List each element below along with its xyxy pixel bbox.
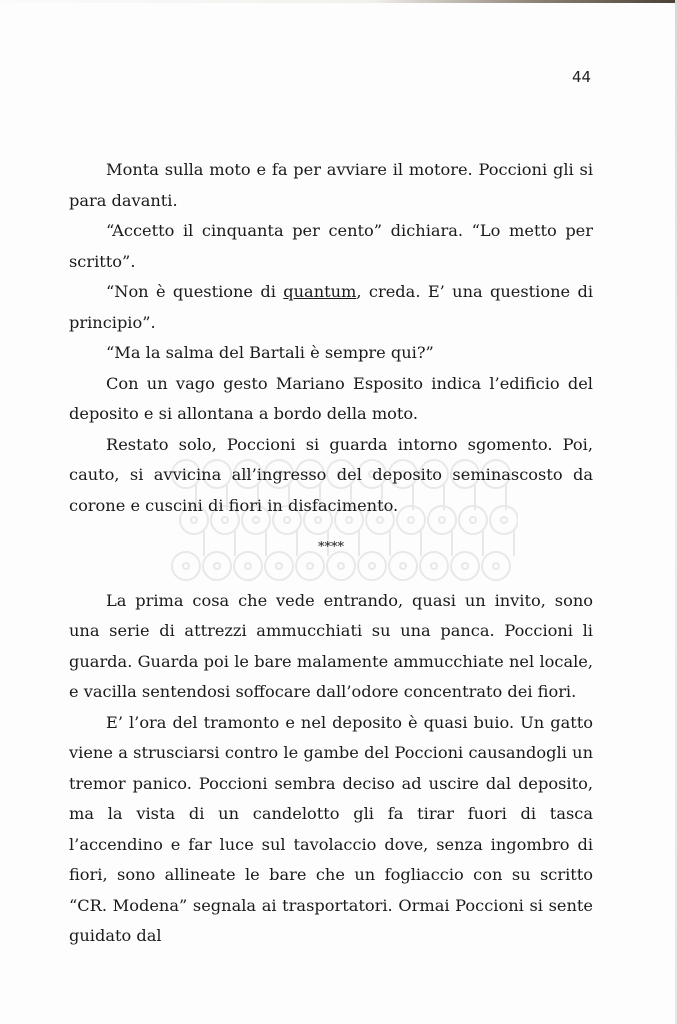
paragraph: Restato solo, Poccioni si guarda intorno sgomento. Poi, cauto, si avvicina all’ingresso del deposito seminascosto da corone e cuscini di fiori in disfacimento. xyxy=(69,434,593,515)
underlined-word: quantum xyxy=(283,282,357,301)
section-separator: **** xyxy=(318,540,344,555)
paragraph: La prima cosa che vede entrando, quasi un invito, sono una serie di attrezzi ammucchiati su una panca. Poccioni li guarda. Guarda poi le bare malamente ammucchiate nel locale, e vacilla sentendosi soffocare dall’odore concentrato dei fiori. xyxy=(69,590,593,701)
scan-top-edge xyxy=(0,0,677,3)
paragraph: “Accetto il cinquanta per cento” dichiara. “Lo metto per scritto”. xyxy=(69,221,593,271)
paragraph: “Ma la salma del Bartali è sempre qui?” xyxy=(106,343,434,362)
page-number: 44 xyxy=(572,68,592,86)
paragraph: Monta sulla moto e fa per avviare il motore. Poccioni gli si para davanti. xyxy=(69,160,593,210)
paragraph: Con un vago gesto Mariano Esposito indica l’edificio del deposito e si allontana a bordo della moto. xyxy=(69,373,593,423)
paragraph xyxy=(69,277,593,338)
paragraph-text: “Non è questione di xyxy=(106,282,284,301)
paragraph: E’ l’ora del tramonto e nel deposito è quasi buio. Un gatto viene a strusciarsi contro le gambe del Poccioni causandogli un tremor panico. Poccioni sembra deciso ad uscire dal deposito, ma la vista di un candelotto gli fa tirar fuori di tasca l’accendino e far luce sul tavolaccio dove, senza ingombro di fiori, sono allineate le bare che un fogliaccio con su scritto “CR. Modena” segnala ai trasportatori. Ormai Poccioni si sente guidato dal xyxy=(69,712,593,945)
paragraph-text: , creda. E’ una questione di principio”. xyxy=(69,282,593,332)
body-text xyxy=(69,155,593,952)
